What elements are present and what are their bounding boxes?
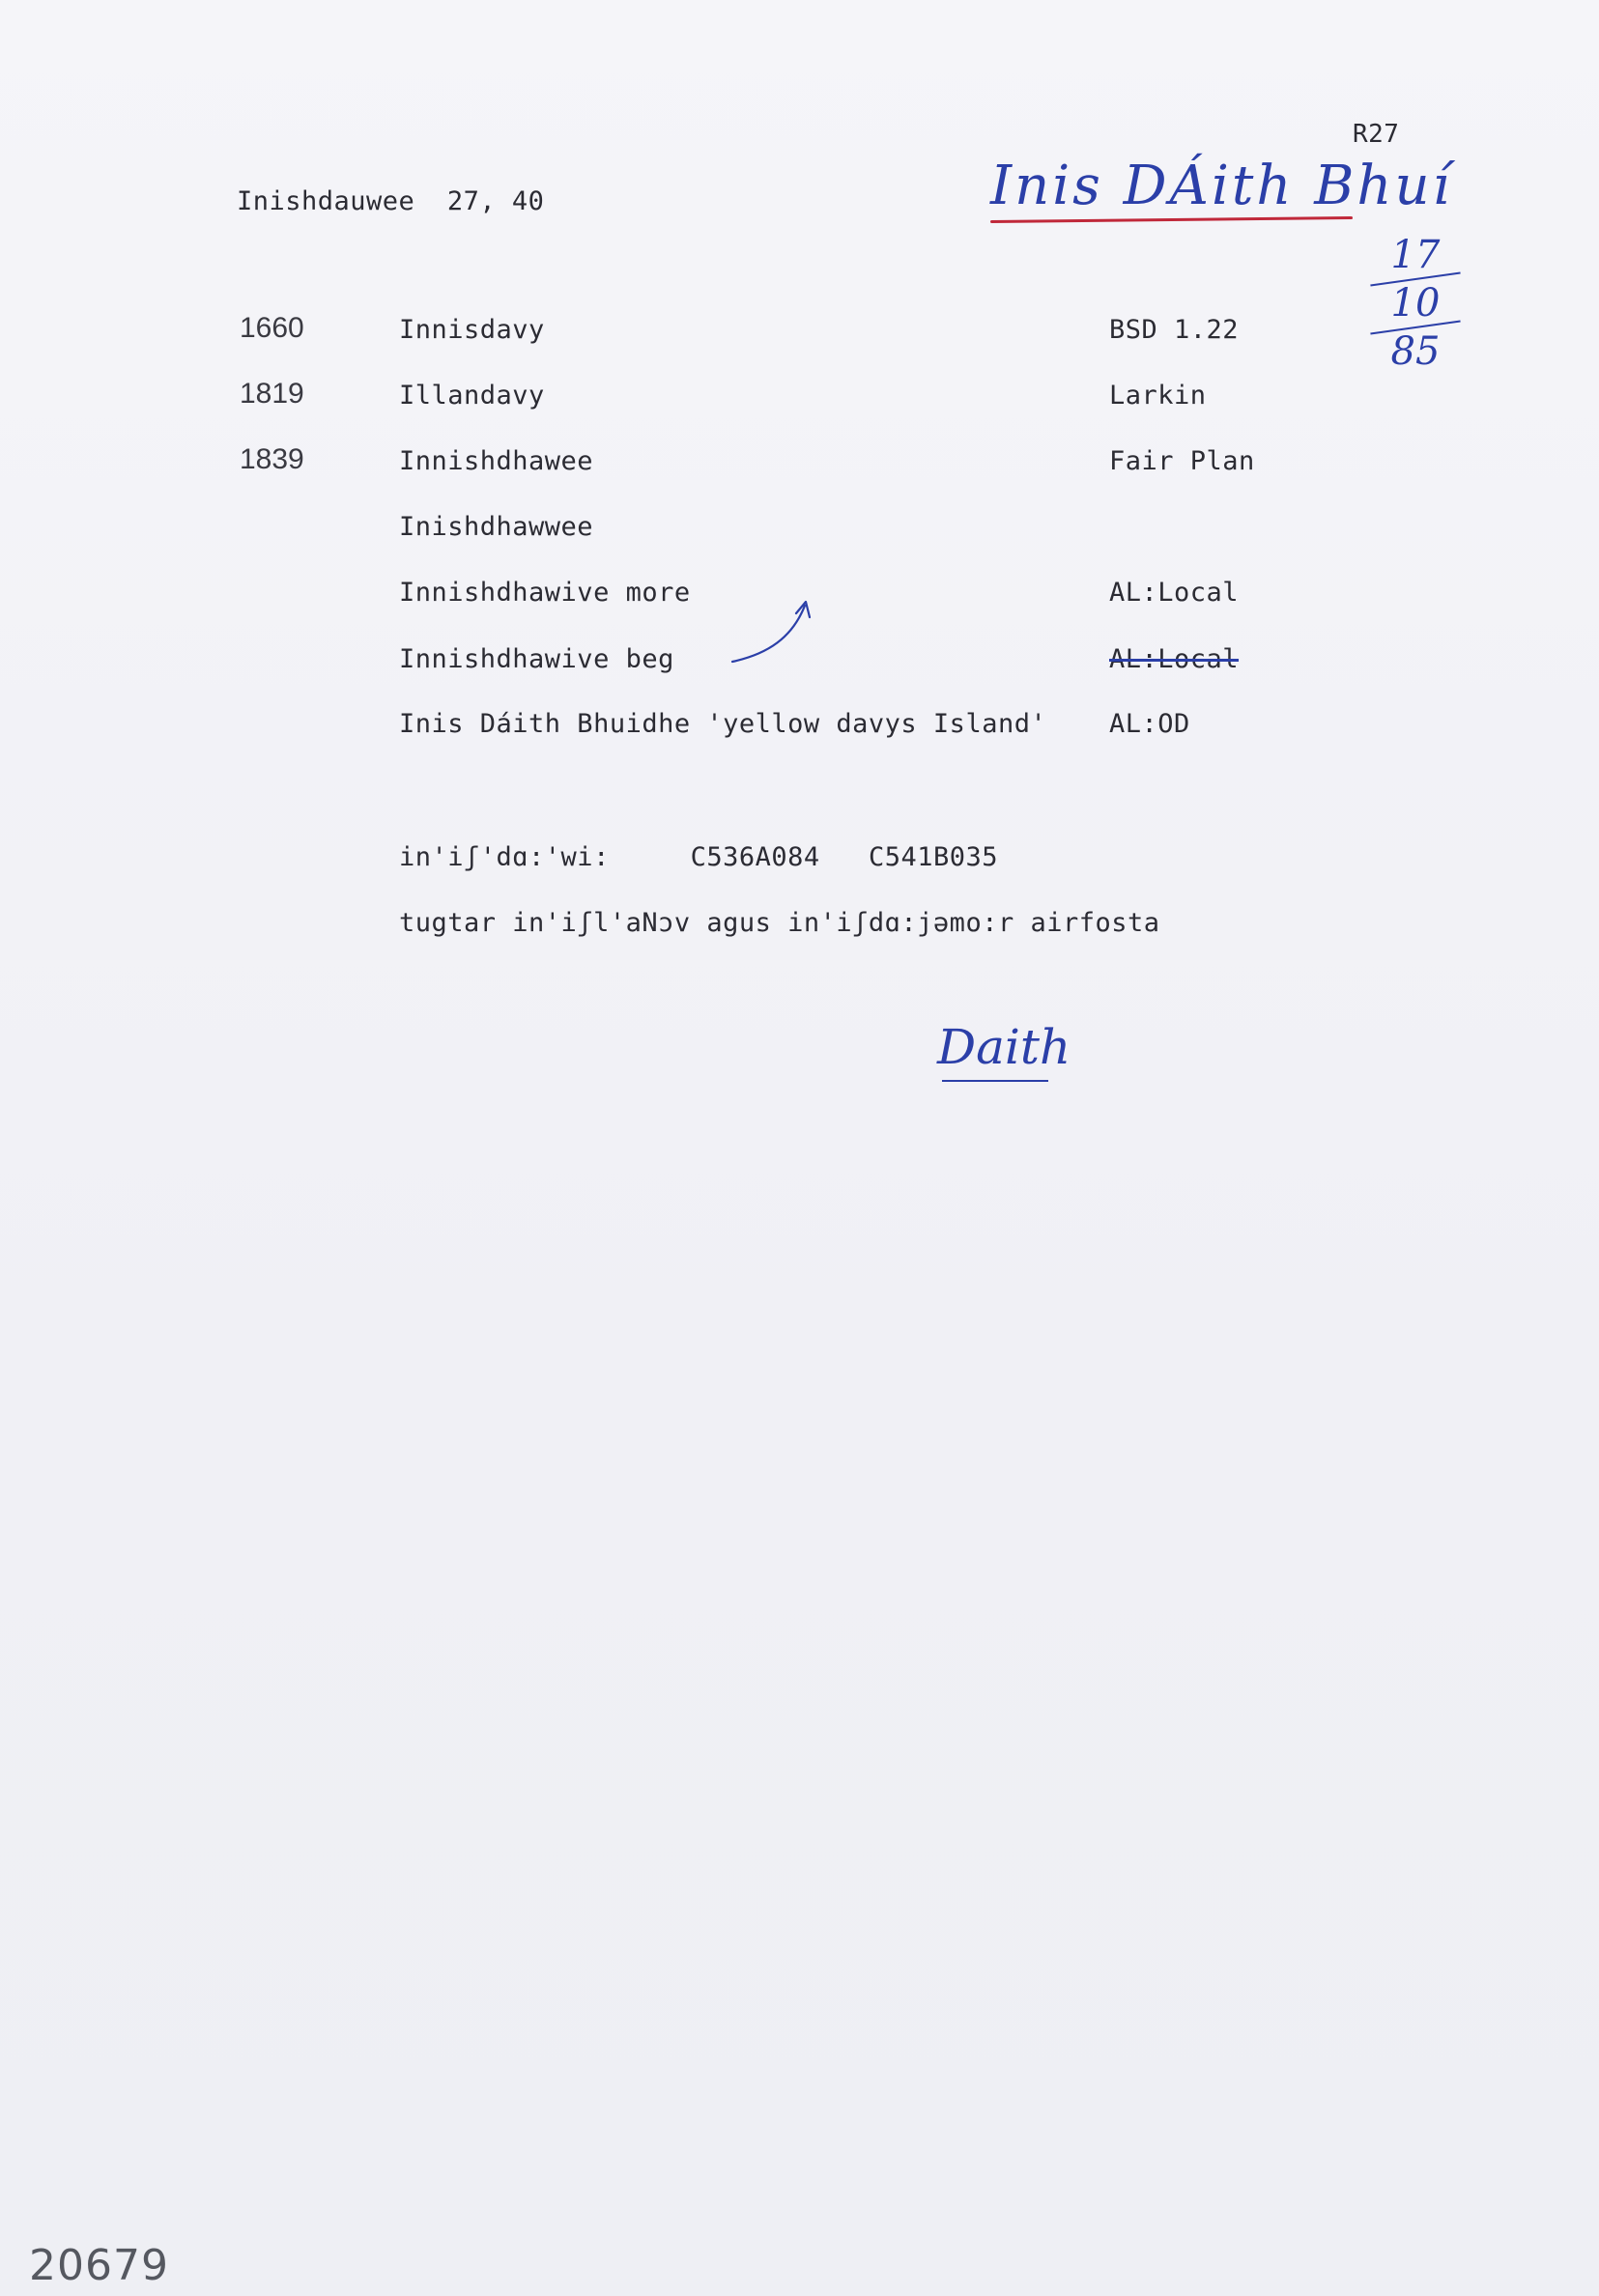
signature: Daith: [937, 1019, 1071, 1075]
entry-name: Innisdavy: [399, 315, 545, 345]
entry-year: 1819: [240, 378, 304, 410]
phonetic-line-2: tugtar in'iʃl'aNɔv agus in'iʃdɑ:jəmo:r airfosta: [399, 908, 1160, 938]
entry-year: 1660: [240, 312, 304, 344]
phonetic-ipa: in'iʃ'dɑ:'wi:: [399, 842, 610, 872]
phonetic-line-1: [399, 842, 998, 872]
entry-source: AL:Local: [1109, 578, 1240, 608]
entry-name: Inis Dáith Bhuidhe 'yellow davys Island': [399, 709, 1047, 739]
date-year: 85: [1390, 329, 1441, 374]
recording-code: C536A084: [690, 842, 820, 872]
date-day: 17: [1390, 233, 1441, 277]
place-name-heading: [237, 186, 544, 216]
entry-name: Inishdhawwee: [399, 512, 594, 542]
entry-source: AL:OD: [1109, 709, 1190, 739]
archive-number: 20679: [29, 2241, 169, 2290]
ref-code: R27: [1353, 120, 1400, 149]
entry-source: Fair Plan: [1109, 446, 1255, 476]
entry-source-struck: AL:Local: [1109, 644, 1240, 674]
entry-source: BSD 1.22: [1109, 315, 1240, 345]
title-underline: [990, 216, 1353, 223]
date-month: 10: [1390, 281, 1441, 326]
entry-name: Innishdhawive more: [399, 578, 691, 608]
entry-year: 1839: [240, 443, 304, 475]
entry-source: Larkin: [1109, 381, 1207, 411]
signature-underline: [942, 1080, 1048, 1082]
handwritten-title: Inis DÁith Bhuí: [990, 155, 1453, 217]
entry-name: Innishdhawive beg: [399, 644, 674, 674]
map-refs: 27, 40: [446, 186, 545, 216]
place-name: Inishdauwee: [237, 186, 415, 216]
entry-name: Innishdhawee: [399, 446, 594, 476]
recording-code: C541B035: [868, 842, 998, 872]
arrow-icon: [725, 594, 821, 671]
entry-name: Illandavy: [399, 381, 545, 411]
handwritten-date: [1362, 232, 1469, 375]
